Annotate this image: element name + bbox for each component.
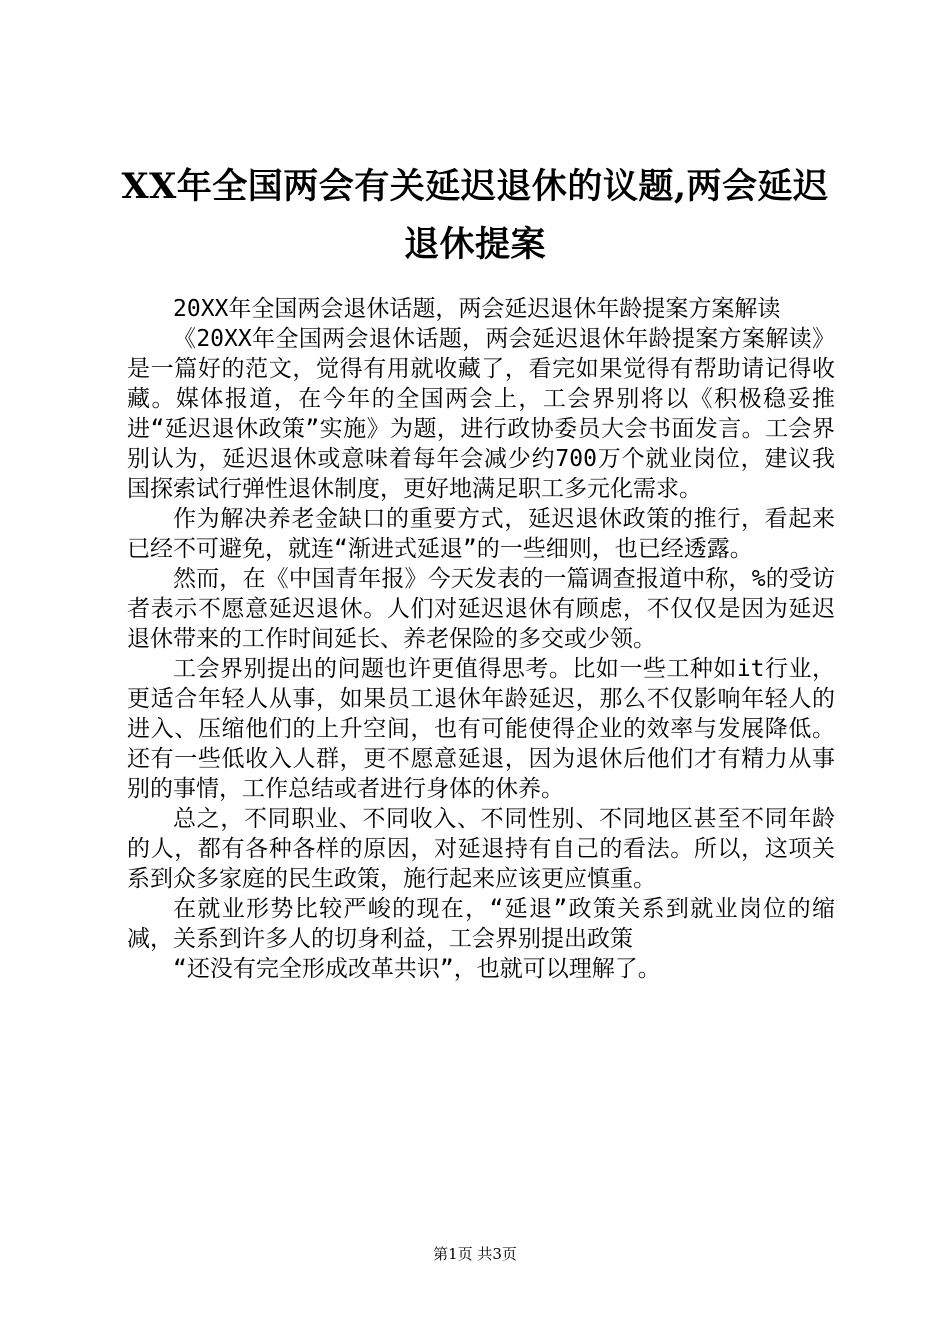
page-number-footer: 第1页 共3页 — [433, 1245, 517, 1263]
paragraph: 然而，在《中国青年报》今天发表的一篇调查报道中称，%的受访者表示不愿意延迟退休。人们对延迟退休有顾虑，不仅仅是因为延迟退休带来的工作时间延长、养老保险的多交或少领。 — [127, 566, 835, 652]
document-title: XX年全国两会有关延迟退休的议题,两会延迟退休提案 — [121, 166, 829, 265]
paragraph: 《20XX年全国两会退休话题，两会延迟退休年龄提案方案解读》是一篇好的范文，觉得有用就收藏了，看完如果觉得有帮助请记得收藏。媒体报道，在今年的全国两会上，工会界别将以《积极稳妥推进“延迟退休政策”实施》为题，进行政协委员大会书面发言。工会界别认为，延迟退休或意味着每年会减少约700万个就业岗位，建议我国探索试行弹性退休制度，更好地满足职工多元化需求。 — [127, 326, 835, 502]
paragraph: 作为解决养老金缺口的重要方式，延迟退休政策的推行，看起来已经不可避免，就连“渐进式延退”的一些细则，也已经透露。 — [127, 506, 835, 562]
paragraph: “还没有完全形成改革共识”，也就可以理解了。 — [173, 956, 661, 982]
paragraph: 总之，不同职业、不同收入、不同性别、不同地区甚至不同年龄的人，都有各种各样的原因，对延退持有自己的看法。所以，这项关系到众多家庭的民生政策，施行起来应该更应慎重。 — [127, 806, 835, 892]
document-body — [127, 294, 835, 984]
paragraph: 20XX年全国两会退休话题，两会延迟退休年龄提案方案解读 — [173, 296, 781, 322]
paragraph: 工会界别提出的问题也许更值得思考。比如一些工种如it行业，更适合年轻人从事，如果员工退休年龄延迟，那么不仅影响年轻人的进入、压缩他们的上升空间，也有可能使得企业的效率与发展降低。还有一些低收入人群，更不愿意延退，因为退休后他们才有精力从事别的事情，工作总结或者进行身体的休养。 — [127, 656, 835, 802]
paragraph: 在就业形势比较严峻的现在，“延退”政策关系到就业岗位的缩减，关系到许多人的切身利益，工会界别提出政策 — [127, 896, 835, 952]
